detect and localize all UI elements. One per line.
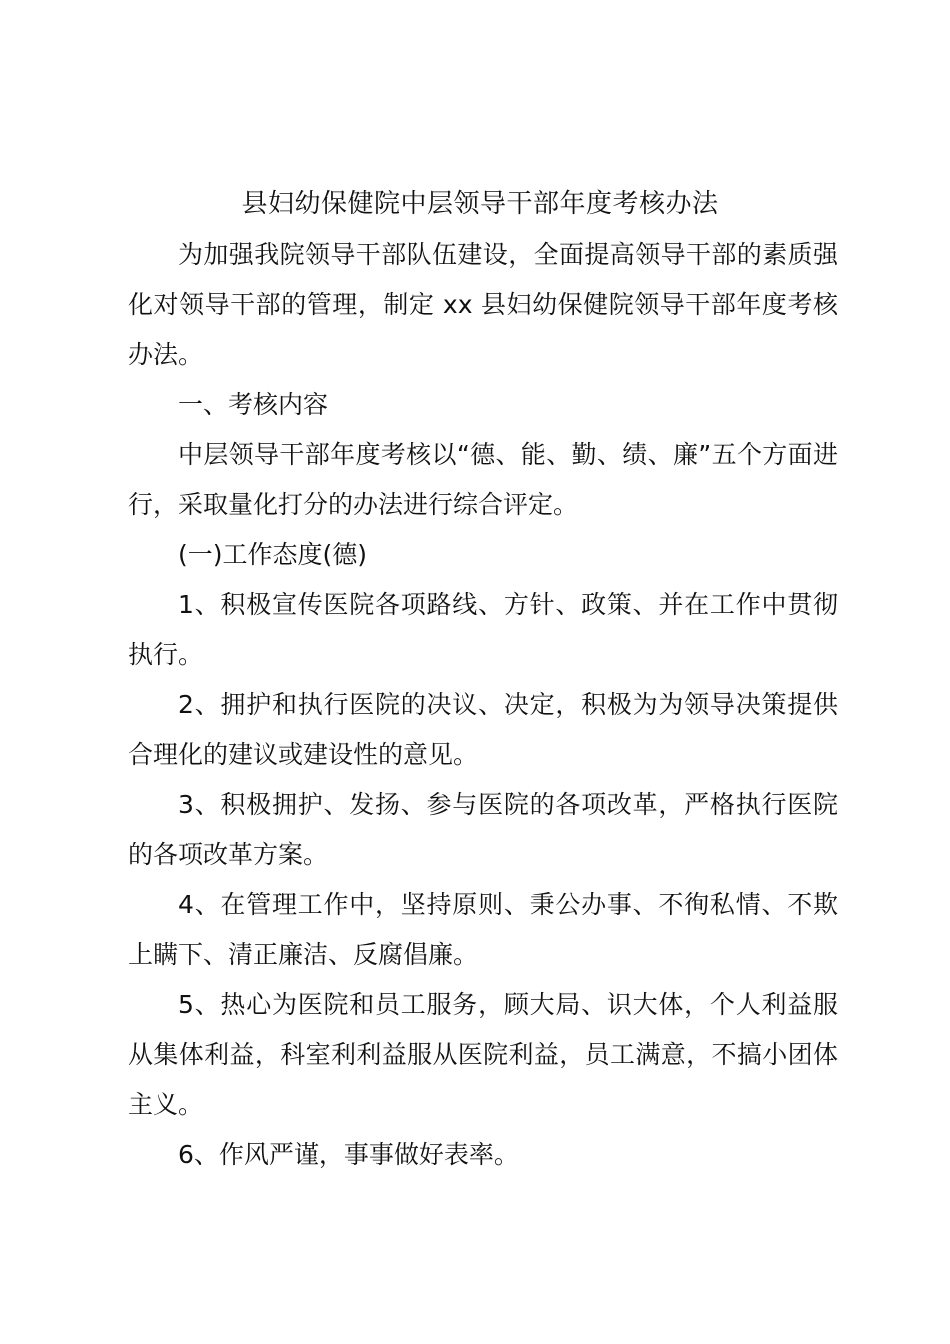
intro-paragraph: 为加强我院领导干部队伍建设，全面提高领导干部的素质强化对领导干部的管理，制定 xx 县妇幼保健院领导干部年度考核办法。: [128, 240, 838, 369]
section-heading-assessment-content: 一、考核内容: [178, 390, 329, 419]
list-item-5: 5、热心为医院和员工服务，顾大局、识大体，个人利益服从集体利益，科室利利益服从医院利益，员工满意，不搞小团体主义。: [128, 990, 838, 1119]
list-item-2: 2、拥护和执行医院的决议、决定，积极为为领导决策提供合理化的建议或建设性的意见。: [128, 690, 838, 769]
list-item-4: 4、在管理工作中，坚持原则、秉公办事、不徇私情、不欺上瞒下、清正廉洁、反腐倡廉。: [128, 890, 838, 969]
list-item-6: 6、作风严谨，事事做好表率。: [178, 1140, 519, 1169]
list-item-3: 3、积极拥护、发扬、参与医院的各项改革，严格执行医院的各项改革方案。: [128, 790, 838, 869]
subsection-heading-work-attitude: (一)工作态度(德): [178, 540, 368, 569]
assessment-overview-paragraph: 中层领导干部年度考核以“德、能、勤、绩、廉”五个方面进行，采取量化打分的办法进行综合评定。: [128, 440, 838, 519]
list-item-1: 1、积极宣传医院各项路线、方针、政策、并在工作中贯彻执行。: [128, 590, 838, 669]
document-body: [128, 230, 838, 1180]
document-title: 县妇幼保健院中层领导干部年度考核办法: [241, 189, 719, 219]
